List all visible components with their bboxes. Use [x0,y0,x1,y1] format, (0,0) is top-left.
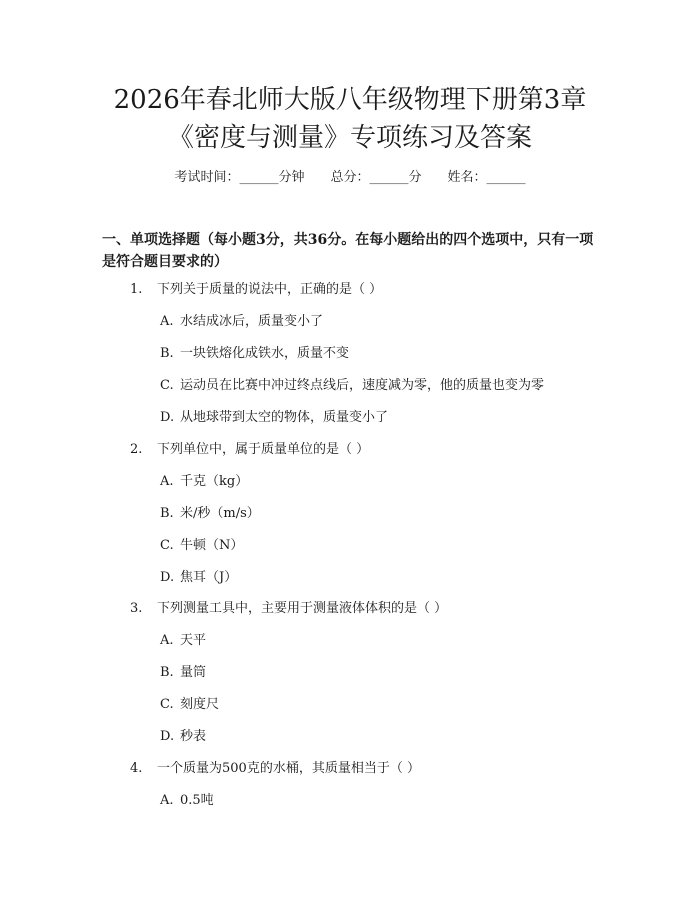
exam-time-field: 考试时间：______分钟 [174,170,305,185]
question-3-option-b [160,663,206,683]
option-text: 焦耳（J） [180,570,238,585]
option-text: 米/秒（m/s） [180,506,260,521]
option-text: 量筒 [180,665,207,680]
option-text: 从地球带到太空的物体，质量变小了 [180,410,389,425]
option-letter: C. [160,697,174,712]
option-text: 秒表 [180,729,207,744]
section-heading-line1: 一、单项选择题（每小题3分，共36分。在每小题给出的四个选项中，只有一项 [102,232,594,248]
question-number: 2. [130,442,143,457]
question-3-option-d [160,727,206,747]
option-letter: C. [160,538,174,553]
question-number: 3. [130,601,143,616]
option-letter: D. [160,570,175,585]
question-3-option-c [160,695,219,715]
question-2-option-a [160,472,248,492]
student-name-field: 姓名：______ [447,170,526,185]
question-3-option-a [160,631,206,651]
option-letter: D. [160,729,175,744]
option-letter: B. [160,506,174,521]
question-2 [130,440,369,460]
total-score-field: 总分：______分 [330,170,422,185]
question-number: 1. [130,282,143,297]
question-text: 下列关于质量的说法中，正确的是（ ） [157,282,383,297]
option-letter: A. [160,474,174,489]
option-letter: A. [160,633,174,648]
option-letter: D. [160,410,175,425]
option-text: 水结成冰后，质量变小了 [180,314,324,329]
option-text: 牛顿（N） [180,538,244,553]
question-1 [130,280,382,300]
option-text: 天平 [180,633,207,648]
question-4 [130,759,420,779]
exam-info-line [0,168,700,188]
option-letter: A. [160,314,174,329]
question-text: 一个质量为500克的水桶，其质量相当于（ ） [157,761,420,776]
question-2-option-d [160,568,237,588]
question-text: 下列单位中，属于质量单位的是（ ） [157,442,370,457]
document-title-line1: 2026年春北师大版八年级物理下册第3章 [113,85,587,115]
document-title-line2: 《密度与测量》专项练习及答案 [167,123,532,153]
question-text: 下列测量工具中，主要用于测量液体体积的是（ ） [157,601,448,616]
question-1-option-b [160,344,349,364]
option-text: 运动员在比赛中冲过终点线后，速度减为零，他的质量也变为零 [180,378,545,393]
section-heading-line2: 是符合题目要求的） [102,254,228,270]
option-letter: B. [160,346,174,361]
option-text: 一块铁熔化成铁水，质量不变 [180,346,350,361]
question-3 [130,599,447,619]
option-text: 0.5吨 [180,793,214,808]
option-letter: A. [160,793,174,808]
question-4-option-a [160,791,214,811]
option-text: 刻度尺 [180,697,220,712]
question-1-option-c [160,376,544,396]
option-letter: B. [160,665,174,680]
question-2-option-c [160,536,243,556]
question-1-option-d [160,408,388,428]
question-2-option-b [160,504,260,524]
question-1-option-a [160,312,323,332]
option-letter: C. [160,378,174,393]
question-number: 4. [130,761,143,776]
option-text: 千克（kg） [180,474,249,489]
